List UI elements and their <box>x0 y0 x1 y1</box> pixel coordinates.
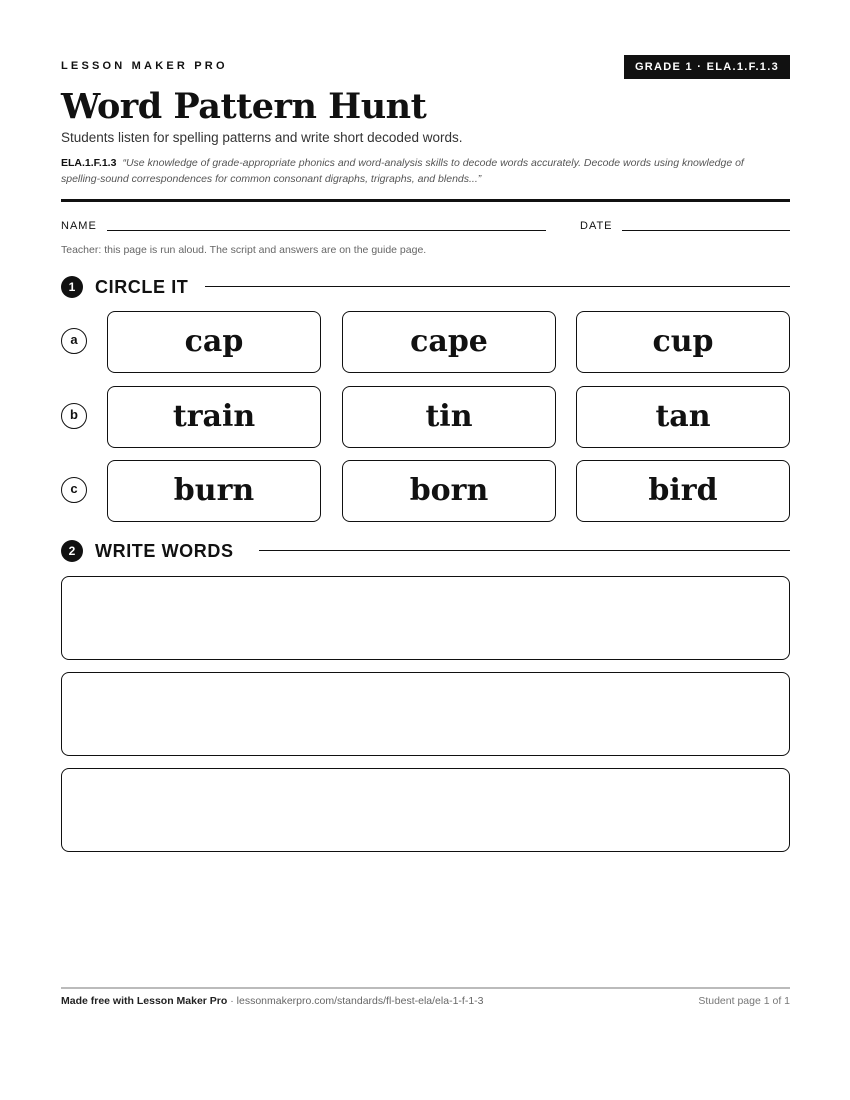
section-write-words <box>61 539 790 563</box>
name-date-row <box>61 220 790 236</box>
name-field[interactable] <box>107 230 546 231</box>
section-rule <box>205 286 790 287</box>
word-choice[interactable]: train <box>107 386 321 448</box>
date-label: DATE <box>580 220 613 232</box>
word-choice[interactable]: cup <box>576 311 790 373</box>
footer-maker: Made free with Lesson Maker Pro <box>61 995 228 1007</box>
word-choice[interactable]: born <box>342 460 556 522</box>
circle-row-b <box>61 386 790 448</box>
write-answer-box[interactable] <box>61 768 790 852</box>
word-choice[interactable]: tin <box>342 386 556 448</box>
word-choice[interactable]: bird <box>576 460 790 522</box>
section-number: 2 <box>61 540 83 562</box>
word-choice[interactable]: tan <box>576 386 790 448</box>
worksheet-title: Word Pattern Hunt <box>61 86 427 127</box>
circle-row-a <box>61 311 790 373</box>
grade-badge: GRADE 1 · ELA.1.F.1.3 <box>624 55 790 79</box>
worksheet-page <box>61 0 790 1100</box>
brand-name: LESSON MAKER PRO <box>61 60 228 72</box>
section-title: CIRCLE IT <box>95 277 189 297</box>
teacher-note: Teacher: this page is run aloud. The script and answers are on the guide page. <box>61 244 427 256</box>
footer-url[interactable]: · lessonmakerpro.com/standards/fl-best-ela/ela-1-f-1-3 <box>227 995 484 1007</box>
word-choice[interactable]: cap <box>107 311 321 373</box>
date-field[interactable] <box>622 230 790 231</box>
word-choice[interactable]: burn <box>107 460 321 522</box>
row-marker: b <box>61 403 87 429</box>
word-choice[interactable]: cape <box>342 311 556 373</box>
section-rule <box>259 550 790 551</box>
footer-page-number: Student page 1 of 1 <box>698 995 790 1007</box>
top-bar <box>61 55 790 79</box>
footer-divider <box>61 987 790 989</box>
section-circle-it <box>61 275 790 299</box>
write-answer-box[interactable] <box>61 672 790 756</box>
section-title: WRITE WORDS <box>95 541 234 561</box>
section-number: 1 <box>61 276 83 298</box>
standard-text: “Use knowledge of grade-appropriate phonics and word-analysis skills to decode words accurately. Decode words using knowledge of spelling-sound correspondences for common consonant digraphs, trigraphs, and blends...” <box>61 157 744 185</box>
row-marker: c <box>61 477 87 503</box>
name-label: NAME <box>61 220 97 232</box>
standard-code: ELA.1.F.1.3 <box>61 157 117 169</box>
footer-credit <box>61 995 484 1007</box>
header-divider <box>61 199 790 202</box>
worksheet-subtitle: Students listen for spelling patterns and write short decoded words. <box>61 130 463 145</box>
circle-row-c <box>61 460 790 522</box>
write-answer-box[interactable] <box>61 576 790 660</box>
standard-description <box>61 155 761 187</box>
row-marker: a <box>61 328 87 354</box>
